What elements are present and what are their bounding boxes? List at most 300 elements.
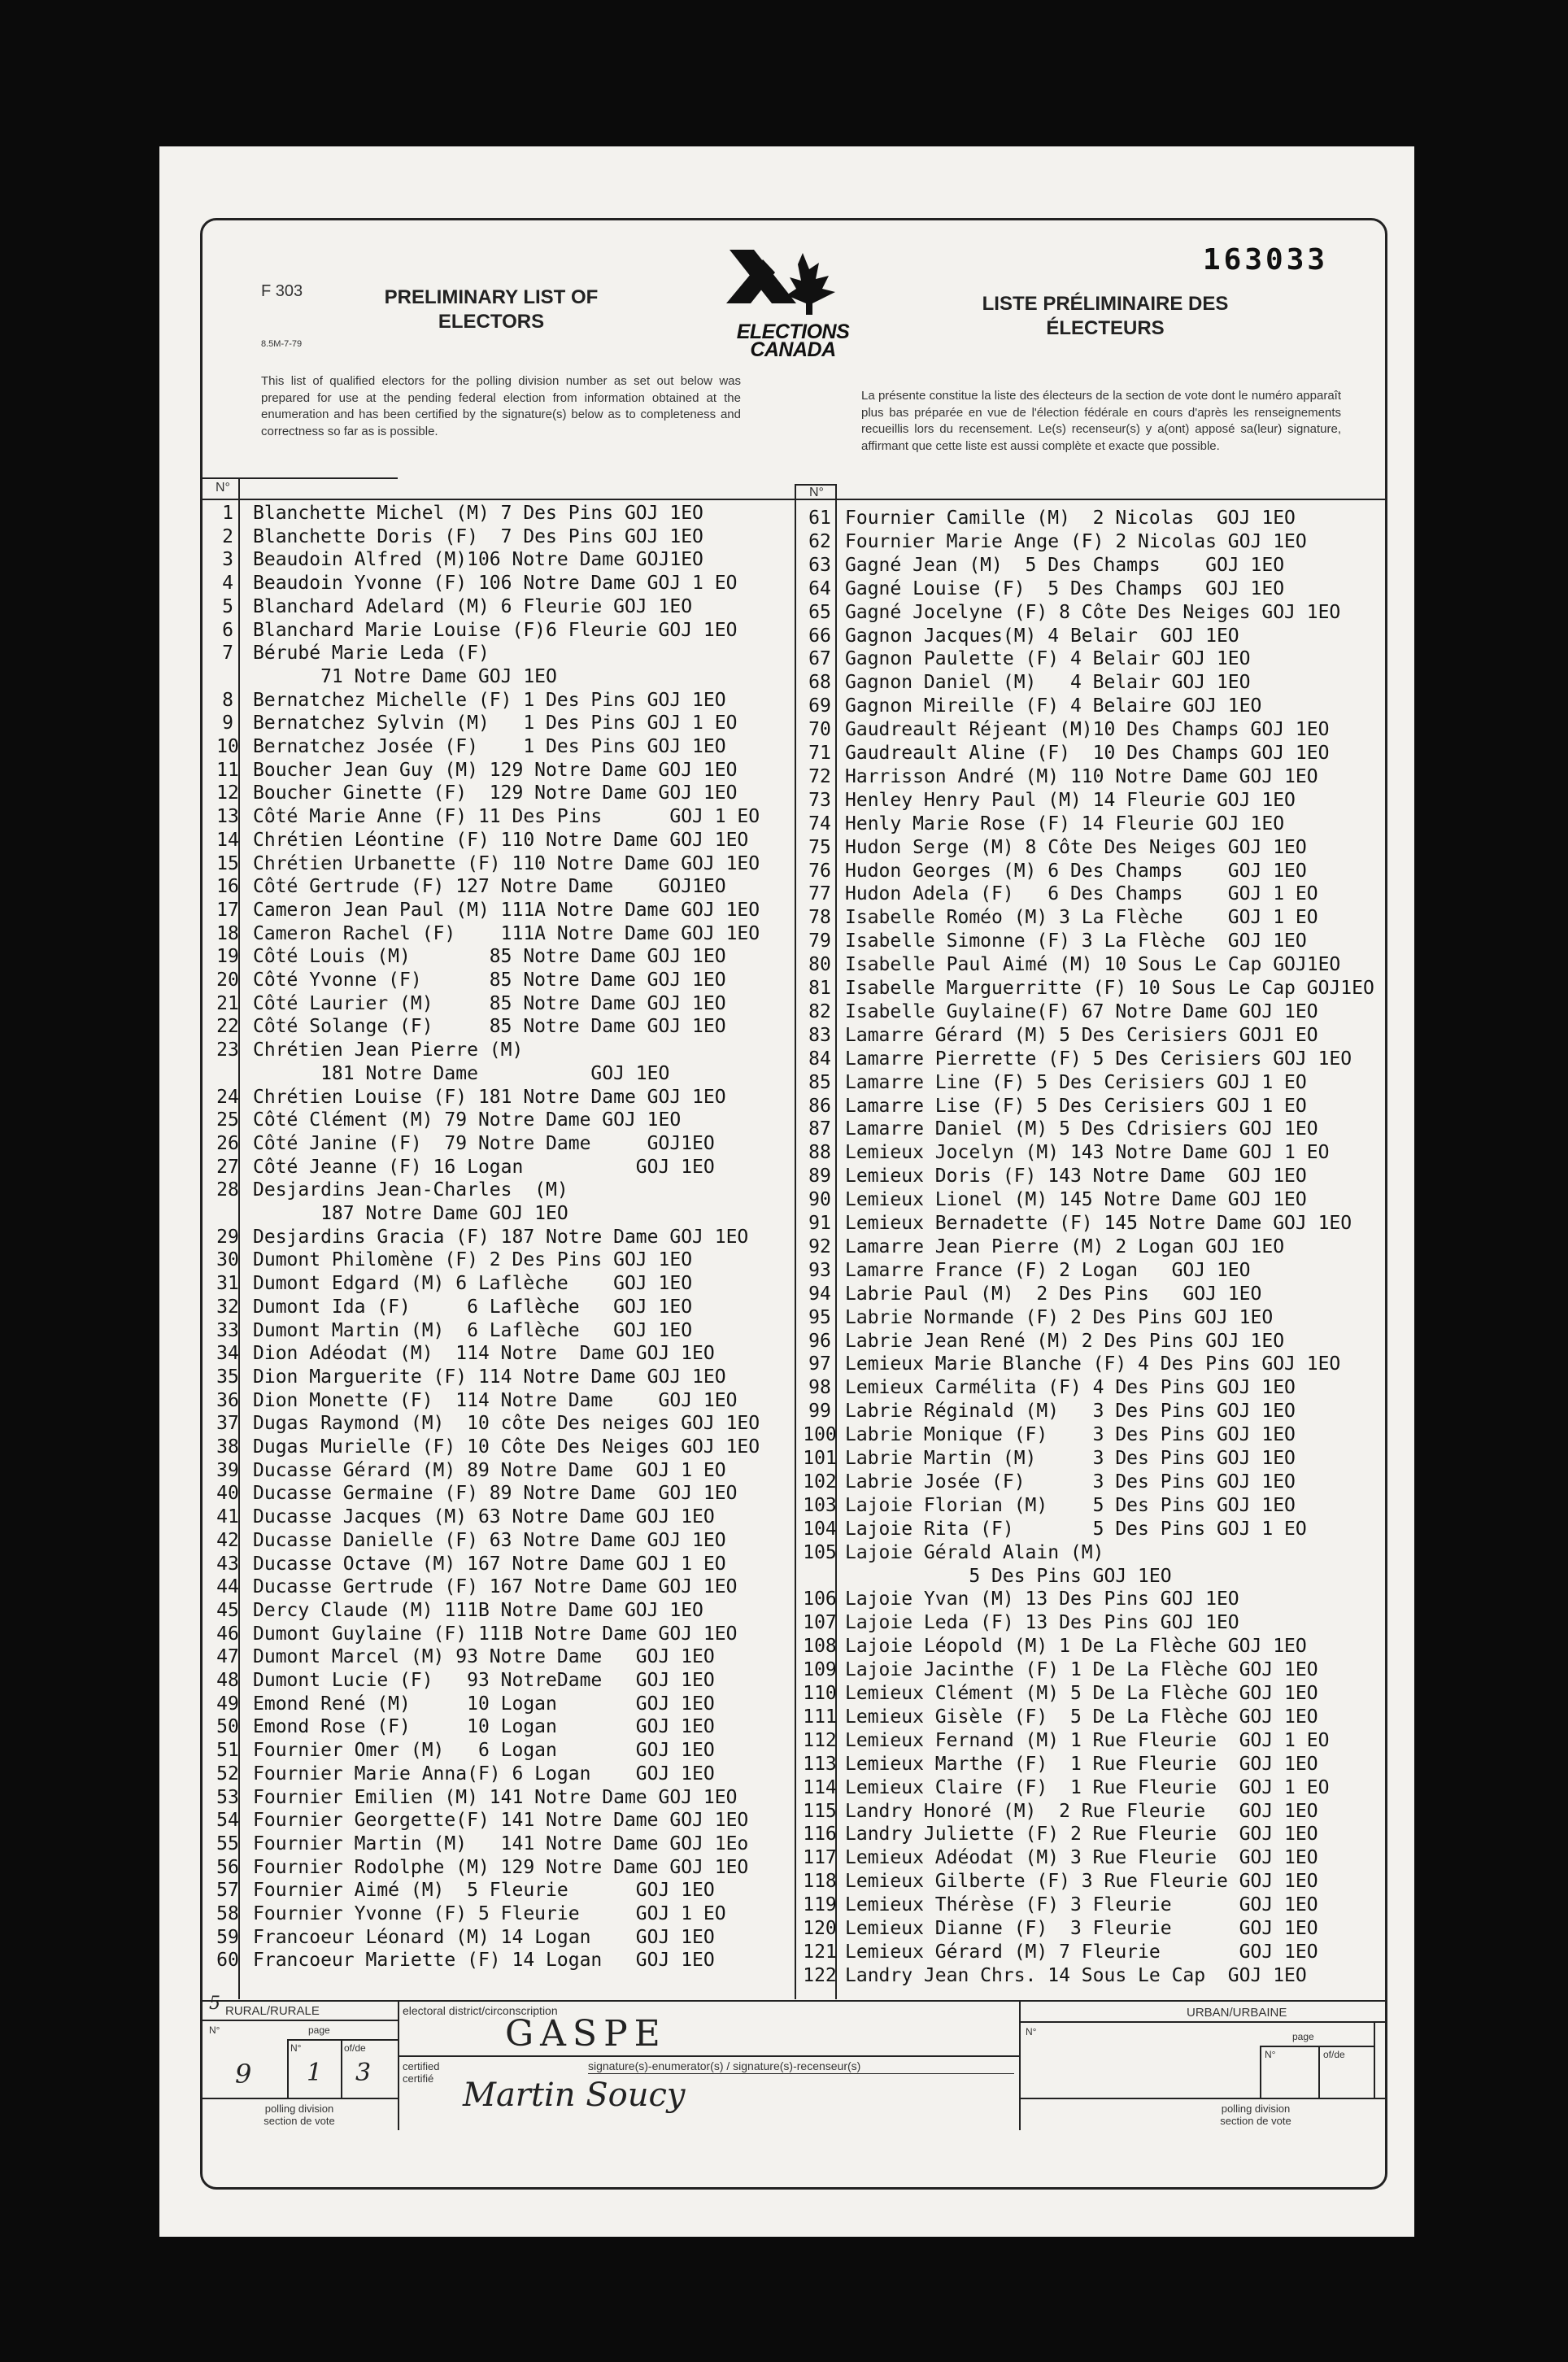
elector-number: 101 (803, 1448, 837, 1469)
urban-of-label: of/de (1323, 2049, 1345, 2060)
elector-entry-text: Lemieux Fernand (M) 1 Rue Fleurie GOJ 1 EO (845, 1729, 1330, 1751)
elector-number: 94 (808, 1283, 831, 1305)
elector-row (795, 1611, 1374, 1635)
elector-entry-text: Ducasse Gertrude (F) 167 Notre Dame GOJ 1EO (253, 1576, 738, 1598)
elector-number: 16 (216, 876, 239, 898)
elector-row (795, 1706, 1374, 1729)
elector-entry-text: Dumont Lucie (F) 93 NotreDame GOJ 1EO (253, 1670, 715, 1691)
polling-division-number: 9 (235, 2059, 252, 2090)
elector-row (795, 507, 1374, 530)
elector-entry-text: Côté Yvonne (F) 85 Notre Dame GOJ 1EO (253, 970, 726, 991)
elector-entry-text: Dugas Murielle (F) 10 Côte Des Neiges GOJ 1EO (253, 1436, 760, 1458)
elector-entry-text: Fournier Yvonne (F) 5 Fleurie GOJ 1 EO (253, 1903, 726, 1924)
elector-entry-text: Blanchette Doris (F) 7 Des Pins GOJ 1EO (253, 525, 703, 547)
elector-number: 111 (803, 1706, 837, 1728)
elector-row (203, 1319, 773, 1343)
urban-page-no-label: N° (1265, 2049, 1276, 2060)
elector-entry-text: Dumont Marcel (M) 93 Notre Dame GOJ 1EO (253, 1646, 715, 1668)
elector-entry-text: Côté Solange (F) 85 Notre Dame GOJ 1EO (253, 1016, 726, 1038)
elector-row (203, 1809, 773, 1833)
elector-row (795, 813, 1374, 836)
elector-row (203, 1202, 773, 1226)
elector-number: 99 (808, 1401, 831, 1423)
elector-number: 18 (216, 922, 239, 944)
elector-row (795, 601, 1374, 625)
elector-row (795, 977, 1374, 1000)
elector-row (203, 1459, 773, 1483)
elector-entry-text: Fournier Aimé (M) 5 Fleurie GOJ 1EO (253, 1880, 715, 1902)
elector-number: 37 (216, 1413, 239, 1435)
elector-row (795, 1753, 1374, 1776)
elector-entry-text: Isabelle Marguerritte (F) 10 Sous Le Cap GOJ1EO (845, 978, 1374, 999)
elector-row (795, 695, 1374, 718)
elector-row (203, 1833, 773, 1856)
elector-number: 116 (803, 1824, 837, 1846)
elector-entry-text: Dion Marguerite (F) 114 Notre Dame GOJ 1EO (253, 1366, 726, 1388)
elector-row (203, 1902, 773, 1926)
elector-number: 92 (808, 1235, 831, 1257)
elector-entry-text: Fournier Georgette(F) 141 Notre Dame GOJ 1EO (253, 1810, 749, 1832)
elector-entry-text: Landry Jean Chrs. 14 Sous Le Cap GOJ 1EO (845, 1964, 1307, 1986)
title-english: PRELIMINARY LIST OF ELECTORS (384, 286, 599, 333)
elector-number: 79 (808, 930, 831, 952)
elector-row (795, 1658, 1374, 1682)
elector-number: 103 (803, 1494, 837, 1516)
elector-entry-text: Chrétien Jean Pierre (M) (253, 1039, 524, 1061)
elector-number: 87 (808, 1118, 831, 1140)
elector-row (795, 1541, 1374, 1565)
elector-entry-text: Henley Henry Paul (M) 14 Fleurie GOJ 1EO (845, 789, 1296, 811)
elector-row (203, 525, 773, 549)
elector-number: 32 (216, 1296, 239, 1318)
elector-entry-text: Ducasse Octave (M) 167 Notre Dame GOJ 1 EO (253, 1553, 726, 1575)
elector-entry-text: Bernatchez Josée (F) 1 Des Pins GOJ 1EO (253, 736, 726, 757)
elector-number: 47 (216, 1646, 239, 1668)
elector-entry-text: Fournier Camille (M) 2 Nicolas GOJ 1EO (845, 508, 1296, 529)
elector-row (795, 906, 1374, 930)
elector-entry-text: Lajoie Rita (F) 5 Des Pins GOJ 1 EO (845, 1518, 1307, 1540)
elector-row (795, 882, 1374, 906)
intro-french: La présente constitue la liste des électeurs de la section de vote dont le numéro apparaît plus bas préparée en vue de l'élection fédérale en cours d'après les renseignements recueillis lors du recensement. Le(s) recenseur(s) y a(ont) apposé sa(leur) signature, affirmant que cette liste est aussi complète et exacte que possible. (861, 389, 1341, 453)
print-code: 8.5M-7-79 (261, 339, 303, 349)
elector-row (795, 1846, 1374, 1870)
elector-entry-text: Dion Adéodat (M) 114 Notre Dame GOJ 1EO (253, 1343, 715, 1365)
elector-entry-text: Labrie Josée (F) 3 Des Pins GOJ 1EO (845, 1471, 1296, 1493)
elector-entry-text: Lamarre Pierrette (F) 5 Des Cerisiers GOJ 1EO (845, 1048, 1352, 1070)
elector-row (203, 1179, 773, 1202)
elector-number: 21 (216, 992, 239, 1014)
elector-number: 59 (216, 1926, 239, 1948)
elector-entry-text: Lemieux Gisèle (F) 5 De La Flèche GOJ 1EO (845, 1706, 1318, 1728)
elector-row (203, 1156, 773, 1179)
elector-entry-text: Gaudreault Réjeant (M)10 Des Champs GOJ 1EO (845, 719, 1330, 741)
elector-row (203, 1669, 773, 1693)
elector-row (795, 671, 1374, 695)
elector-entry-text: Fournier Martin (M) 141 Notre Dame GOJ 1Eo (253, 1833, 749, 1854)
elector-row (203, 1412, 773, 1436)
elector-row (203, 1062, 773, 1086)
elector-number: 33 (216, 1319, 239, 1341)
elector-number: 60 (216, 1950, 239, 1972)
elector-row (795, 1423, 1374, 1447)
elector-entry-text: Gagnon Paulette (F) 4 Belair GOJ 1EO (845, 648, 1251, 670)
elector-number: 31 (216, 1273, 239, 1295)
maple-x-logo-icon (721, 245, 865, 323)
elector-number: 27 (216, 1156, 239, 1178)
page-no-label: N° (290, 2042, 302, 2054)
urban-polling-division-label: polling division section de vote (1220, 2103, 1291, 2127)
elector-entry-text: Chrétien Léontine (F) 110 Notre Dame GOJ 1EO (253, 829, 749, 851)
elector-entry-text: Lajoie Léopold (M) 1 De La Flèche GOJ 1EO (845, 1636, 1307, 1658)
elector-row (203, 1763, 773, 1786)
elector-number: 49 (216, 1693, 239, 1715)
elector-entry-text: Côté Laurier (M) 85 Notre Dame GOJ 1EO (253, 992, 726, 1014)
elector-row (203, 1715, 773, 1739)
elector-number: 2 (222, 525, 233, 547)
elector-row (203, 1132, 773, 1156)
elector-row (203, 899, 773, 922)
elector-number: 39 (216, 1459, 239, 1481)
elector-row (795, 1471, 1374, 1494)
elector-number: 38 (216, 1436, 239, 1458)
elector-number: 7 (222, 643, 233, 665)
elector-entry-text: Bérubé Marie Leda (F) (253, 643, 490, 665)
elector-row (795, 1259, 1374, 1283)
elector-number: 78 (808, 907, 831, 929)
district-label: electoral district/circonscription (403, 2004, 558, 2017)
elector-number: 41 (216, 1506, 239, 1528)
elector-row (203, 1856, 773, 1880)
elector-number: 109 (803, 1659, 837, 1681)
elector-number: 86 (808, 1095, 831, 1117)
rural-label: RURAL/RURALE (225, 2004, 320, 2018)
elector-row (795, 1941, 1374, 1964)
elector-number: 75 (808, 836, 831, 858)
left-electors-column (203, 502, 793, 1997)
elector-row (203, 1086, 773, 1109)
elector-row (795, 765, 1374, 789)
elector-entry-text: Fournier Omer (M) 6 Logan GOJ 1EO (253, 1740, 715, 1762)
elector-number: 64 (808, 577, 831, 599)
no-column-header-right: N° (809, 486, 824, 499)
elector-row (203, 665, 773, 689)
elector-entry-text: Labrie Jean René (M) 2 Des Pins GOJ 1EO (845, 1330, 1285, 1352)
elector-entry-text: Lamarre Lise (F) 5 Des Cerisiers GOJ 1 EO (845, 1095, 1307, 1117)
elector-row (795, 1894, 1374, 1917)
elector-number: 97 (808, 1353, 831, 1375)
elector-row (795, 1283, 1374, 1306)
elector-entry-text: Dumont Philomène (F) 2 Des Pins GOJ 1EO (253, 1249, 693, 1271)
elector-entry-text: Dumont Edgard (M) 6 Laflèche GOJ 1EO (253, 1273, 693, 1295)
elector-row (795, 1071, 1374, 1095)
electors-list-form (200, 218, 1387, 2190)
elector-row (203, 1389, 773, 1413)
elector-row (203, 1553, 773, 1576)
elector-entry-text: Lajoie Yvan (M) 13 Des Pins GOJ 1EO (845, 1588, 1239, 1610)
elector-number: 48 (216, 1670, 239, 1691)
elector-entry-text: Bernatchez Michelle (F) 1 Des Pins GOJ 1EO (253, 689, 726, 711)
elector-entry-text: Côté Jeanne (F) 16 Logan GOJ 1EO (253, 1156, 715, 1178)
elector-row (203, 1296, 773, 1319)
elector-number: 69 (808, 695, 831, 717)
elector-row (795, 647, 1374, 671)
elector-number: 71 (808, 743, 831, 764)
elector-entry-text: Côté Louis (M) 85 Notre Dame GOJ 1EO (253, 946, 726, 968)
elector-row (203, 1039, 773, 1062)
elector-entry-text: Chrétien Urbanette (F) 110 Notre Dame GOJ 1EO (253, 852, 760, 874)
elector-entry-text: Fournier Emilien (M) 141 Notre Dame GOJ 1EO (253, 1786, 738, 1808)
elector-entry-text: Henly Marie Rose (F) 14 Fleurie GOJ 1EO (845, 813, 1285, 835)
elector-entry-text: 181 Notre Dame GOJ 1EO (253, 1062, 670, 1084)
elector-entry-text: Isabelle Roméo (M) 3 La Flèche GOJ 1 EO (845, 907, 1318, 929)
elector-row (203, 1645, 773, 1669)
elector-row (795, 1000, 1374, 1024)
elector-row (203, 992, 773, 1016)
elector-number: 89 (808, 1166, 831, 1188)
elector-entry-text: Lamarre Gérard (M) 5 Des Cerisiers GOJ1 EO (845, 1024, 1318, 1046)
elector-number: 120 (803, 1918, 837, 1939)
elector-row (203, 1879, 773, 1902)
elector-row (203, 1506, 773, 1529)
elector-row (795, 1400, 1374, 1423)
elector-number: 62 (808, 530, 831, 552)
elector-row (795, 1682, 1374, 1706)
elector-row (795, 1823, 1374, 1846)
elector-row (203, 1272, 773, 1296)
elector-row (795, 930, 1374, 953)
elector-entry-text: Lemieux Carmélita (F) 4 Des Pins GOJ 1EO (845, 1377, 1296, 1399)
enumerator-signature: Martin Soucy (463, 2077, 686, 2114)
elector-entry-text: Côté Gertrude (F) 127 Notre Dame GOJ1EO (253, 876, 726, 898)
elector-entry-text: Cameron Rachel (F) 111A Notre Dame GOJ 1EO (253, 922, 760, 944)
elector-number: 115 (803, 1800, 837, 1822)
elector-number: 104 (803, 1518, 837, 1540)
elector-number: 76 (808, 860, 831, 882)
elector-number: 56 (216, 1856, 239, 1878)
elector-row (795, 953, 1374, 977)
elector-entry-text: Lemieux Bernadette (F) 145 Notre Dame GOJ 1EO (845, 1213, 1352, 1234)
elector-number: 91 (808, 1213, 831, 1234)
elector-number: 90 (808, 1189, 831, 1211)
elector-row (203, 805, 773, 829)
elector-entry-text: Beaudoin Yvonne (F) 106 Notre Dame GOJ 1 EO (253, 573, 738, 595)
elector-entry-text: Lajoie Jacinthe (F) 1 De La Flèche GOJ 1EO (845, 1659, 1318, 1681)
elector-number: 114 (803, 1776, 837, 1798)
elector-entry-text: Isabelle Paul Aimé (M) 10 Sous Le Cap GOJ1EO (845, 954, 1341, 976)
elector-row (795, 718, 1374, 742)
elector-row (795, 1141, 1374, 1165)
elector-row (203, 1739, 773, 1763)
elector-number: 11 (216, 759, 239, 781)
elector-row (795, 554, 1374, 577)
elector-entry-text: Ducasse Germaine (F) 89 Notre Dame GOJ 1EO (253, 1483, 738, 1505)
elector-number: 8 (222, 689, 233, 711)
elector-number: 122 (803, 1964, 837, 1986)
elector-entry-text: Labrie Martin (M) 3 Des Pins GOJ 1EO (845, 1448, 1296, 1469)
elector-number: 107 (803, 1612, 837, 1634)
elector-entry-text: Lemieux Jocelyn (M) 143 Notre Dame GOJ 1 EO (845, 1142, 1330, 1164)
elector-number: 68 (808, 672, 831, 694)
elector-entry-text: Boucher Ginette (F) 129 Notre Dame GOJ 1EO (253, 782, 738, 804)
elector-number: 24 (216, 1086, 239, 1108)
elector-entry-text: Lemieux Gérard (M) 7 Fleurie GOJ 1EO (845, 1941, 1318, 1963)
logo-text: ELECTIONS CANADA (736, 320, 850, 361)
elector-row (203, 502, 773, 525)
elector-number: 26 (216, 1132, 239, 1154)
elector-entry-text: Lemieux Dianne (F) 3 Fleurie GOJ 1EO (845, 1918, 1318, 1939)
elector-entry-text: Dumont Ida (F) 6 Laflèche GOJ 1EO (253, 1296, 693, 1318)
elector-entry-text: Beaudoin Alfred (M)106 Notre Dame GOJ1EO (253, 549, 703, 571)
elector-entry-text: Côté Clément (M) 79 Notre Dame GOJ 1EO (253, 1109, 682, 1131)
elector-entry-text: Hudon Georges (M) 6 Des Champs GOJ 1EO (845, 860, 1307, 882)
elector-entry-text: Cameron Jean Paul (M) 111A Notre Dame GOJ 1EO (253, 899, 760, 921)
polling-no-label: N° (209, 2024, 220, 2036)
elector-entry-text: Lamarre Jean Pierre (M) 2 Logan GOJ 1EO (845, 1235, 1285, 1257)
elector-entry-text: Lemieux Thérèse (F) 3 Fleurie GOJ 1EO (845, 1894, 1318, 1916)
elector-number: 73 (808, 789, 831, 811)
urban-label: URBAN/URBAINE (1187, 2006, 1287, 2020)
elector-row (795, 1518, 1374, 1541)
rural-mark: 5 (209, 1994, 220, 2014)
elector-row (203, 1623, 773, 1646)
elector-number: 19 (216, 946, 239, 968)
elector-number: 110 (803, 1683, 837, 1704)
elector-entry-text: Gagné Jocelyne (F) 8 Côte Des Neiges GOJ 1EO (845, 601, 1341, 623)
elector-entry-text: Emond René (M) 10 Logan GOJ 1EO (253, 1693, 715, 1715)
elector-row (203, 1342, 773, 1366)
elector-number: 108 (803, 1636, 837, 1658)
elections-canada-logo (721, 245, 865, 359)
elector-row (203, 1786, 773, 1810)
elector-entry-text: Blanchard Adelard (M) 6 Fleurie GOJ 1EO (253, 595, 693, 617)
elector-row (203, 969, 773, 992)
elector-number: 25 (216, 1109, 239, 1131)
elector-entry-text: Chrétien Louise (F) 181 Notre Dame GOJ 1EO (253, 1086, 726, 1108)
elector-entry-text: Lajoie Leda (F) 13 Des Pins GOJ 1EO (845, 1612, 1239, 1634)
elector-entry-text: Labrie Réginald (M) 3 Des Pins GOJ 1EO (845, 1401, 1296, 1423)
elector-number: 81 (808, 978, 831, 999)
elector-row (795, 1165, 1374, 1188)
polling-division-label: polling division section de vote (264, 2103, 335, 2127)
no-column-header-left: N° (216, 481, 230, 495)
elector-number: 43 (216, 1553, 239, 1575)
elector-number: 121 (803, 1941, 837, 1963)
right-electors-column (795, 507, 1387, 1997)
elector-number: 67 (808, 648, 831, 670)
elector-row (795, 1188, 1374, 1212)
elector-number: 52 (216, 1763, 239, 1785)
elector-number: 66 (808, 625, 831, 647)
elector-number: 98 (808, 1377, 831, 1399)
elector-entry-text: Gagné Louise (F) 5 Des Champs GOJ 1EO (845, 577, 1285, 599)
elector-row (203, 1366, 773, 1389)
elector-row (203, 548, 773, 572)
elector-entry-text: Ducasse Danielle (F) 63 Notre Dame GOJ 1EO (253, 1529, 726, 1551)
elector-number: 65 (808, 601, 831, 623)
elector-number: 77 (808, 883, 831, 905)
elector-row (203, 1482, 773, 1506)
elector-entry-text: Fournier Marie Ange (F) 2 Nicolas GOJ 1EO (845, 530, 1307, 552)
elector-row (203, 1109, 773, 1132)
elector-row (795, 836, 1374, 860)
elector-number: 117 (803, 1847, 837, 1869)
elector-row (795, 1565, 1374, 1588)
elector-row (203, 712, 773, 735)
elector-entry-text: Gagnon Mireille (F) 4 Belaire GOJ 1EO (845, 695, 1262, 717)
elector-row (795, 1235, 1374, 1259)
elector-row (795, 1729, 1374, 1753)
elector-entry-text: Hudon Serge (M) 8 Côte Des Neiges GOJ 1EO (845, 836, 1307, 858)
elector-number: 70 (808, 719, 831, 741)
elector-row (203, 735, 773, 759)
elector-row (203, 1436, 773, 1459)
elector-number: 46 (216, 1623, 239, 1645)
intro-english: This list of qualified electors for the polling division number as set out below was prepared for use at the pending federal election from information obtained at the enumeration and has been certified by the signature(s) below as to completeness and correctness so far as is possible. (261, 374, 741, 438)
elector-number: 22 (216, 1016, 239, 1038)
elector-entry-text: Lemieux Clément (M) 5 De La Flèche GOJ 1EO (845, 1683, 1318, 1704)
elector-number: 20 (216, 970, 239, 991)
elector-entry-text: Lemieux Claire (F) 1 Rue Fleurie GOJ 1 EO (845, 1776, 1330, 1798)
elector-number: 4 (222, 573, 233, 595)
elector-row (795, 1447, 1374, 1471)
elector-row (203, 829, 773, 852)
elector-row (203, 689, 773, 713)
elector-row (203, 945, 773, 969)
elector-entry-text: Dion Monette (F) 114 Notre Dame GOJ 1EO (253, 1389, 738, 1411)
elector-row (203, 642, 773, 665)
elector-entry-text: Gagné Jean (M) 5 Des Champs GOJ 1EO (845, 554, 1285, 576)
elector-entry-text: Francoeur Mariette (F) 14 Logan GOJ 1EO (253, 1950, 715, 1972)
elector-entry-text: Harrisson André (M) 110 Notre Dame GOJ 1EO (845, 765, 1318, 787)
elector-number: 118 (803, 1871, 837, 1893)
page-number: 1 (307, 2059, 323, 2087)
elector-row (203, 1949, 773, 1972)
form-code: F 303 (261, 282, 303, 300)
elector-row (203, 852, 773, 876)
elector-row (795, 1376, 1374, 1400)
elector-number: 30 (216, 1249, 239, 1271)
elector-number: 5 (222, 595, 233, 617)
elector-row (203, 782, 773, 805)
elector-number: 80 (808, 954, 831, 976)
elector-row (795, 1800, 1374, 1824)
elector-number: 40 (216, 1483, 239, 1505)
elector-number: 3 (222, 549, 233, 571)
elector-number: 13 (216, 806, 239, 828)
urban-page-label: page (1292, 2031, 1314, 2042)
elector-entry-text: Hudon Adela (F) 6 Des Champs GOJ 1 EO (845, 883, 1318, 905)
elector-row (203, 922, 773, 946)
elector-row (795, 789, 1374, 813)
elector-number: 45 (216, 1599, 239, 1621)
elector-entry-text: Côté Marie Anne (F) 11 Des Pins GOJ 1 EO (253, 806, 760, 828)
elector-entry-text: Bernatchez Sylvin (M) 1 Des Pins GOJ 1 EO (253, 713, 738, 734)
urban-no-label: N° (1026, 2026, 1037, 2037)
elector-entry-text: Lemieux Gilberte (F) 3 Rue Fleurie GOJ 1EO (845, 1871, 1318, 1893)
elector-row (203, 1599, 773, 1623)
elector-entry-text: Francoeur Léonard (M) 14 Logan GOJ 1EO (253, 1926, 715, 1948)
elector-row (795, 625, 1374, 648)
elector-entry-text: Landry Juliette (F) 2 Rue Fleurie GOJ 1EO (845, 1824, 1318, 1846)
elector-row (203, 595, 773, 619)
elector-number: 36 (216, 1389, 239, 1411)
elector-number: 74 (808, 813, 831, 835)
elector-row (795, 1024, 1374, 1048)
elector-entry-text: Emond Rose (F) 10 Logan GOJ 1EO (253, 1716, 715, 1738)
elector-entry-text: Lamarre Line (F) 5 Des Cerisiers GOJ 1 EO (845, 1071, 1307, 1093)
elector-row (203, 1529, 773, 1553)
elector-number: 50 (216, 1716, 239, 1738)
